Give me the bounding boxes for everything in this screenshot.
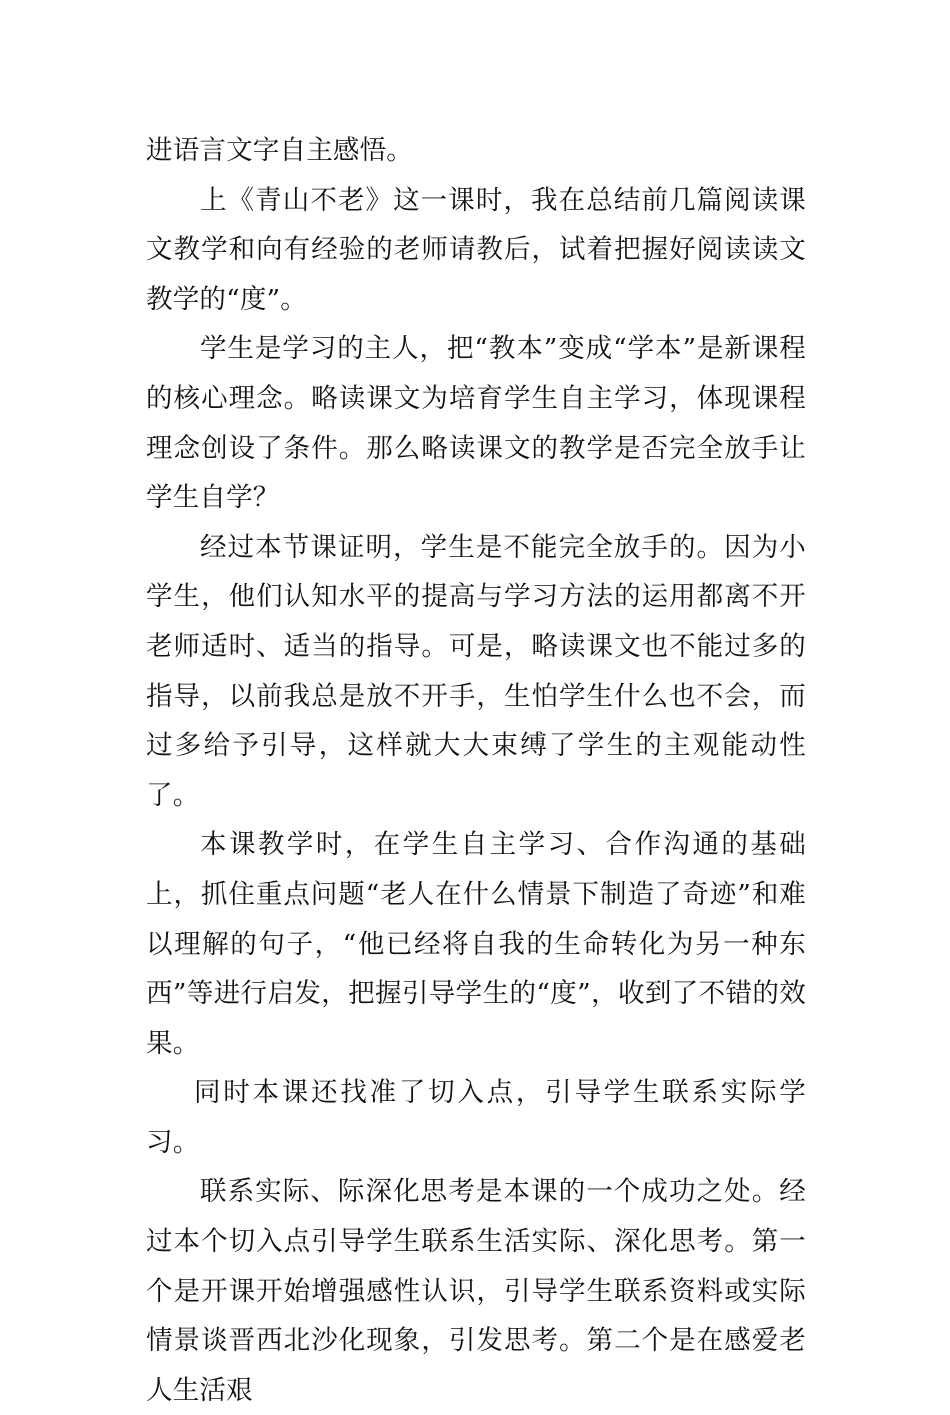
paragraph-entry-point: 同时本课还找准了切入点，引导学生联系实际学习。 [146,1077,806,1158]
paragraph-guidance: 经过本节课证明，学生是不能完全放手的。因为小学生，他们认知水平的提高与学习方法的运用都离不开老师适时、适当的指导。可是，略读课文也不能过多的指导，以前我总是放不开手，生怕学生什么也不会，而过多给予引导，这样就大大束缚了学生的主观能动性了。 [146,531,806,811]
document-body [146,126,806,1415]
paragraph-core-concept: 学生是学习的主人，把“教本”变成“学本”是新课程的核心理念。略读课文为培育学生自主学习，体现课程理念创设了条件。那么略读课文的教学是否完全放手让学生自学？ [146,333,806,514]
paragraph-teaching-method: 本课教学时，在学生自主学习、合作沟通的基础上，抓住重点问题“老人在什么情景下制造了奇迹”和难以理解的句子，“他已经将自我的生命转化为另一种东西”等进行启发，把握引导学生的“度”，收到了不错的效果。 [146,829,806,1059]
paragraph-real-life: 联系实际、际深化思考是本课的一个成功之处。经过本个切入点引导学生联系生活实际、深化思考。第一个是开课开始增强感性认识，引导学生联系资料或实际情景谈晋西北沙化现象，引发思考。第二个是在感爱老人生活艰 [146,1176,806,1406]
paragraph-lesson-intro: 上《青山不老》这一课时，我在总结前几篇阅读课文教学和向有经验的老师请教后，试着把握好阅读读文教学的“度”。 [146,184,806,315]
paragraph-continuation: 进语言文字自主感悟。 [146,135,413,166]
